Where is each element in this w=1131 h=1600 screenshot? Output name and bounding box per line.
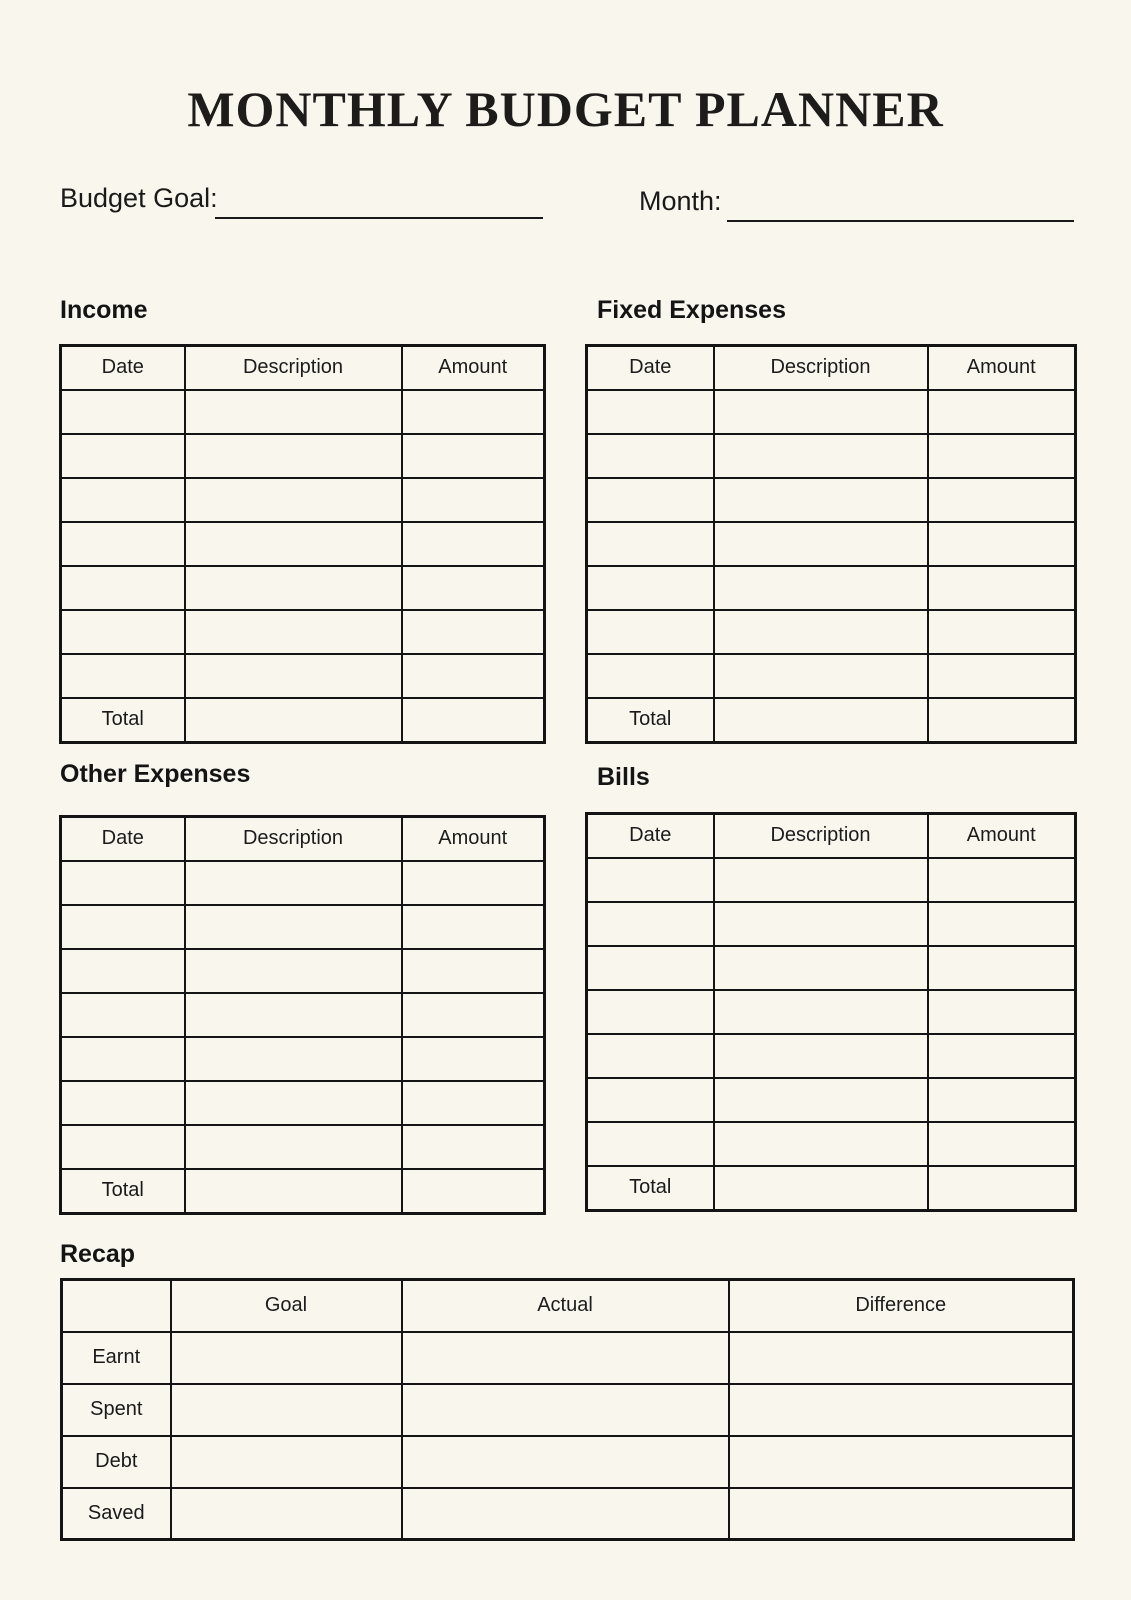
total-description-cell[interactable]: [185, 698, 402, 743]
recap-saved-row: [62, 1488, 1074, 1540]
date-cell[interactable]: [61, 390, 185, 434]
amount-cell[interactable]: [928, 1078, 1076, 1122]
earnt-actual-cell[interactable]: [402, 1332, 729, 1384]
description-cell[interactable]: [185, 434, 402, 478]
amount-cell[interactable]: [402, 1125, 545, 1169]
description-cell[interactable]: [714, 946, 928, 990]
description-cell[interactable]: [714, 610, 928, 654]
saved-row-label: Saved: [62, 1488, 171, 1540]
recap-spent-row: [62, 1384, 1074, 1436]
other-expenses-header-row: [61, 817, 545, 861]
description-cell[interactable]: [714, 434, 928, 478]
description-cell[interactable]: [714, 654, 928, 698]
bills-empty-row: [587, 858, 1076, 902]
debt-difference-cell[interactable]: [729, 1436, 1074, 1488]
recap-corner-cell: [62, 1280, 171, 1332]
description-cell[interactable]: [185, 610, 402, 654]
bills-empty-row: [587, 1034, 1076, 1078]
description-cell[interactable]: [185, 566, 402, 610]
fixed-expenses-section-heading: Fixed Expenses: [597, 296, 786, 324]
date-cell[interactable]: [587, 1078, 714, 1122]
other-expenses-section-heading: Other Expenses: [60, 760, 251, 788]
amount-cell[interactable]: [402, 1081, 545, 1125]
date-cell[interactable]: [587, 858, 714, 902]
other-expenses-empty-row: [61, 905, 545, 949]
income-empty-row: [61, 566, 545, 610]
bills-empty-row: [587, 946, 1076, 990]
spent-goal-cell[interactable]: [171, 1384, 402, 1436]
month-input-line[interactable]: [727, 194, 1074, 222]
actual-column-header: Actual: [402, 1280, 729, 1332]
fixed-expenses-empty-row: [587, 566, 1076, 610]
description-cell[interactable]: [714, 1034, 928, 1078]
date-cell[interactable]: [61, 610, 185, 654]
amount-cell[interactable]: [928, 1034, 1076, 1078]
recap-header-row: [62, 1280, 1074, 1332]
fixed-expenses-empty-row: [587, 522, 1076, 566]
other-expenses-empty-row: [61, 861, 545, 905]
amount-cell[interactable]: [928, 566, 1076, 610]
month-label: Month:: [639, 186, 722, 216]
bills-total-row: [587, 1166, 1076, 1211]
total-label-cell: Total: [587, 698, 714, 743]
bills-section-heading: Bills: [597, 763, 650, 791]
amount-cell[interactable]: [402, 1037, 545, 1081]
amount-cell[interactable]: [402, 434, 545, 478]
recap-earnt-row: [62, 1332, 1074, 1384]
debt-goal-cell[interactable]: [171, 1436, 402, 1488]
date-column-header: Date: [61, 817, 185, 861]
description-cell[interactable]: [185, 390, 402, 434]
other-expenses-empty-row: [61, 949, 545, 993]
date-column-header: Date: [61, 346, 185, 390]
amount-cell[interactable]: [928, 610, 1076, 654]
spent-row-label: Spent: [62, 1384, 171, 1436]
date-cell[interactable]: [61, 1081, 185, 1125]
fixed-expenses-total-row: [587, 698, 1076, 743]
description-cell[interactable]: [185, 1125, 402, 1169]
other-expenses-empty-row: [61, 1081, 545, 1125]
amount-column-header: Amount: [402, 346, 545, 390]
description-column-header: Description: [185, 817, 402, 861]
other-expenses-table: [59, 815, 546, 1215]
bills-empty-row: [587, 902, 1076, 946]
other-expenses-empty-row: [61, 1125, 545, 1169]
date-cell[interactable]: [587, 478, 714, 522]
description-column-header: Description: [185, 346, 402, 390]
amount-cell[interactable]: [928, 858, 1076, 902]
difference-column-header: Difference: [729, 1280, 1074, 1332]
amount-cell[interactable]: [402, 905, 545, 949]
amount-cell[interactable]: [928, 434, 1076, 478]
amount-cell[interactable]: [402, 566, 545, 610]
date-cell[interactable]: [587, 946, 714, 990]
date-cell[interactable]: [587, 566, 714, 610]
description-cell[interactable]: [714, 1122, 928, 1166]
date-cell[interactable]: [61, 522, 185, 566]
amount-cell[interactable]: [928, 946, 1076, 990]
total-label-cell: Total: [61, 1169, 185, 1214]
fixed-expenses-empty-row: [587, 610, 1076, 654]
total-amount-cell[interactable]: [402, 698, 545, 743]
amount-cell[interactable]: [928, 522, 1076, 566]
budget-goal-label: Budget Goal:: [60, 183, 218, 213]
amount-cell[interactable]: [402, 478, 545, 522]
description-cell[interactable]: [185, 1081, 402, 1125]
date-column-header: Date: [587, 814, 714, 858]
amount-cell[interactable]: [928, 1122, 1076, 1166]
description-cell[interactable]: [714, 858, 928, 902]
date-cell[interactable]: [587, 610, 714, 654]
date-cell[interactable]: [61, 1125, 185, 1169]
description-cell[interactable]: [714, 390, 928, 434]
bills-table: [585, 812, 1077, 1212]
income-empty-row: [61, 434, 545, 478]
total-label-cell: Total: [587, 1166, 714, 1211]
earnt-difference-cell[interactable]: [729, 1332, 1074, 1384]
other-expenses-empty-row: [61, 993, 545, 1037]
spent-difference-cell[interactable]: [729, 1384, 1074, 1436]
date-cell[interactable]: [61, 861, 185, 905]
income-table: [59, 344, 546, 744]
total-description-cell[interactable]: [714, 1166, 928, 1211]
amount-cell[interactable]: [402, 610, 545, 654]
date-cell[interactable]: [61, 1037, 185, 1081]
description-column-header: Description: [714, 814, 928, 858]
date-cell[interactable]: [587, 390, 714, 434]
description-cell[interactable]: [714, 902, 928, 946]
amount-cell[interactable]: [402, 861, 545, 905]
date-cell[interactable]: [61, 949, 185, 993]
fixed-expenses-empty-row: [587, 434, 1076, 478]
date-cell[interactable]: [587, 522, 714, 566]
description-cell[interactable]: [714, 1078, 928, 1122]
amount-cell[interactable]: [402, 993, 545, 1037]
income-empty-row: [61, 610, 545, 654]
amount-column-header: Amount: [402, 817, 545, 861]
amount-cell[interactable]: [402, 949, 545, 993]
bills-empty-row: [587, 990, 1076, 1034]
income-empty-row: [61, 522, 545, 566]
total-label-cell: Total: [61, 698, 185, 743]
date-cell[interactable]: [61, 434, 185, 478]
date-cell[interactable]: [587, 434, 714, 478]
date-cell[interactable]: [587, 654, 714, 698]
other-expenses-empty-row: [61, 1037, 545, 1081]
description-cell[interactable]: [714, 522, 928, 566]
amount-cell[interactable]: [402, 654, 545, 698]
goal-column-header: Goal: [171, 1280, 402, 1332]
amount-cell[interactable]: [928, 478, 1076, 522]
debt-actual-cell[interactable]: [402, 1436, 729, 1488]
description-cell[interactable]: [714, 566, 928, 610]
amount-cell[interactable]: [928, 654, 1076, 698]
description-cell[interactable]: [185, 861, 402, 905]
date-cell[interactable]: [587, 1034, 714, 1078]
date-column-header: Date: [587, 346, 714, 390]
amount-cell[interactable]: [928, 990, 1076, 1034]
description-cell[interactable]: [714, 478, 928, 522]
amount-cell[interactable]: [402, 390, 545, 434]
description-cell[interactable]: [185, 478, 402, 522]
date-cell[interactable]: [61, 905, 185, 949]
description-cell[interactable]: [185, 993, 402, 1037]
fixed-expenses-empty-row: [587, 478, 1076, 522]
saved-actual-cell[interactable]: [402, 1488, 729, 1540]
date-cell[interactable]: [61, 993, 185, 1037]
debt-row-label: Debt: [62, 1436, 171, 1488]
amount-cell[interactable]: [928, 390, 1076, 434]
description-column-header: Description: [714, 346, 928, 390]
spent-actual-cell[interactable]: [402, 1384, 729, 1436]
earnt-goal-cell[interactable]: [171, 1332, 402, 1384]
earnt-row-label: Earnt: [62, 1332, 171, 1384]
total-amount-cell[interactable]: [402, 1169, 545, 1214]
amount-cell[interactable]: [402, 522, 545, 566]
date-cell[interactable]: [587, 990, 714, 1034]
income-empty-row: [61, 390, 545, 434]
saved-difference-cell[interactable]: [729, 1488, 1074, 1540]
bills-header-row: [587, 814, 1076, 858]
description-cell[interactable]: [185, 522, 402, 566]
bills-empty-row: [587, 1078, 1076, 1122]
date-cell[interactable]: [587, 1122, 714, 1166]
income-header-row: [61, 346, 545, 390]
description-cell[interactable]: [185, 654, 402, 698]
date-cell[interactable]: [61, 654, 185, 698]
total-amount-cell[interactable]: [928, 698, 1076, 743]
date-cell[interactable]: [61, 478, 185, 522]
other-expenses-total-row: [61, 1169, 545, 1214]
amount-cell[interactable]: [928, 902, 1076, 946]
amount-column-header: Amount: [928, 346, 1076, 390]
recap-debt-row: [62, 1436, 1074, 1488]
fixed-expenses-empty-row: [587, 390, 1076, 434]
description-cell[interactable]: [185, 1037, 402, 1081]
total-description-cell[interactable]: [714, 698, 928, 743]
budget-goal-input-line[interactable]: [215, 191, 543, 219]
description-cell[interactable]: [714, 990, 928, 1034]
description-cell[interactable]: [185, 949, 402, 993]
total-description-cell[interactable]: [185, 1169, 402, 1214]
date-cell[interactable]: [587, 902, 714, 946]
recap-section-heading: Recap: [60, 1240, 136, 1268]
fixed-expenses-header-row: [587, 346, 1076, 390]
fixed-expenses-table: [585, 344, 1077, 744]
date-cell[interactable]: [61, 566, 185, 610]
income-empty-row: [61, 478, 545, 522]
fixed-expenses-empty-row: [587, 654, 1076, 698]
page-title: MONTHLY BUDGET PLANNER: [187, 81, 944, 137]
saved-goal-cell[interactable]: [171, 1488, 402, 1540]
recap-table: [60, 1278, 1075, 1541]
total-amount-cell[interactable]: [928, 1166, 1076, 1211]
income-section-heading: Income: [60, 296, 148, 324]
income-empty-row: [61, 654, 545, 698]
description-cell[interactable]: [185, 905, 402, 949]
income-total-row: [61, 698, 545, 743]
bills-empty-row: [587, 1122, 1076, 1166]
amount-column-header: Amount: [928, 814, 1076, 858]
